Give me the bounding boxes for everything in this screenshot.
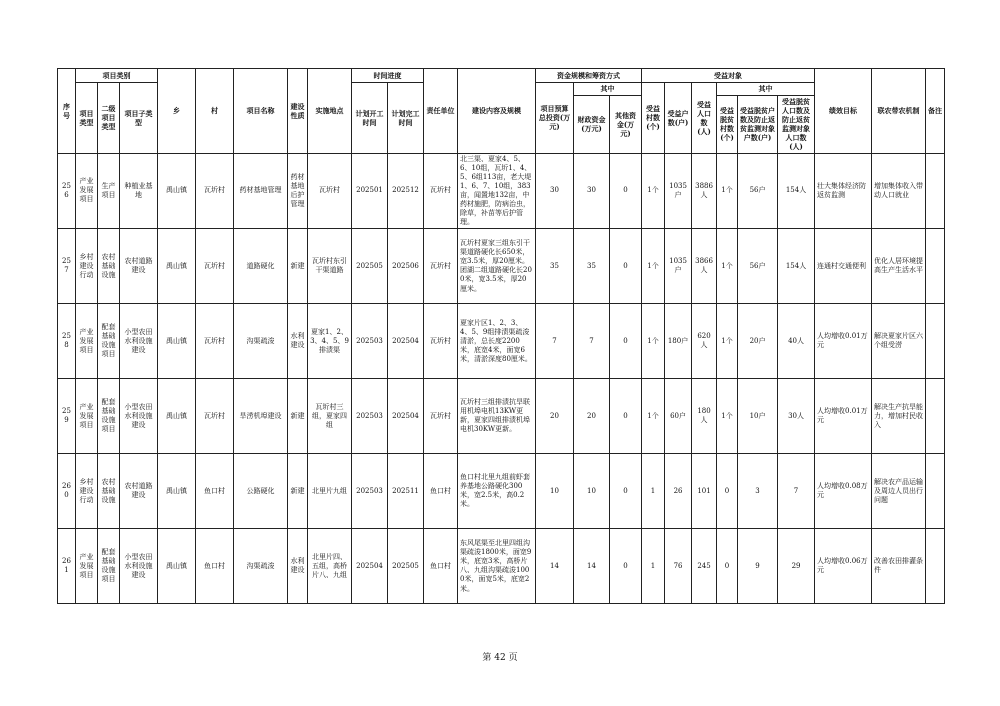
- cell-ben-households: 1035户: [665, 153, 692, 229]
- header-end: 计划完工时间: [388, 83, 424, 154]
- cell-other: 0: [610, 379, 642, 454]
- table-header: [58, 69, 945, 154]
- table-row: [58, 153, 945, 229]
- cell-ben-households: 76: [665, 529, 692, 604]
- cell-seq: 258: [58, 304, 76, 379]
- cell-name: 道路硬化: [234, 229, 288, 304]
- cell-name: 沟渠疏浚: [234, 529, 288, 604]
- table-row: [58, 529, 945, 604]
- header-group-schedule: 时间进度: [352, 69, 424, 83]
- cell-remark: [926, 229, 945, 304]
- cell-village: 瓦圻村: [196, 153, 234, 229]
- header-ben-villages: 受益村数(个): [642, 83, 665, 154]
- header-ben-people: 受益人口数(人): [692, 83, 717, 154]
- cell-name: 公路硬化: [234, 454, 288, 529]
- cell-mechanism: 增加集体收入带动人口就业: [872, 153, 926, 229]
- header-poor-villages: 受益脱贫村数(个): [717, 96, 738, 154]
- cell-ben-people: 245: [692, 529, 717, 604]
- cell-budget: 30: [536, 153, 574, 229]
- cell-name: 旱涝机埠建设: [234, 379, 288, 454]
- header-start: 计划开工时间: [352, 83, 388, 154]
- cell-subtype: 种植业基地: [120, 153, 158, 229]
- cell-poor-villages: 1个: [717, 304, 738, 379]
- cell-village: 鱼口村: [196, 529, 234, 604]
- cell-seq: 257: [58, 229, 76, 304]
- cell-budget: 7: [536, 304, 574, 379]
- cell-poor-households: 9: [738, 529, 778, 604]
- cell-end: 202505: [388, 529, 424, 604]
- cell-town: 禹山镇: [158, 379, 196, 454]
- cell-content: 瓦圻村夏家三组东引干渠道路硬化长650米，宽3.5米，厚20厘米。团湖二组道路硬化长200米，宽3.5米，厚20厘米。: [458, 229, 536, 304]
- cell-goal: 人均增收0.01万元: [815, 379, 872, 454]
- cell-end: 202512: [388, 153, 424, 229]
- cell-poor-people: 30人: [778, 379, 815, 454]
- cell-poor-people: 7: [778, 454, 815, 529]
- table-row: [58, 304, 945, 379]
- header-location: 实施地点: [308, 69, 352, 154]
- cell-ben-households: 1035户: [665, 229, 692, 304]
- cell-ben-people: 620人: [692, 304, 717, 379]
- cell-mechanism: 解决生产抗旱能力，增加村民收入: [872, 379, 926, 454]
- cell-remark: [926, 529, 945, 604]
- cell-ben-villages: 1个: [642, 304, 665, 379]
- cell-content: 东风尾渠至北里四组沟渠疏浚1800米，面宽9米，底宽3米，高桥片八、九组沟渠疏浚1000米，面宽5米，底宽2米。: [458, 529, 536, 604]
- cell-subtype: 小型农田水利设施建设: [120, 304, 158, 379]
- cell-unit: 瓦圻村: [424, 229, 458, 304]
- cell-town: 禹山镇: [158, 454, 196, 529]
- cell-mechanism: 解决夏家片区六个组受涝: [872, 304, 926, 379]
- cell-name: 药材基地管理: [234, 153, 288, 229]
- cell-type: 乡村建设行动: [76, 229, 98, 304]
- cell-level2: 配套基础设施项目: [98, 529, 120, 604]
- page-number: 第 42 页: [482, 653, 518, 663]
- header-town: 乡: [158, 69, 196, 154]
- header-beneficiary-sub: 其中: [717, 83, 815, 96]
- cell-other: 0: [610, 304, 642, 379]
- header-name: 项目名称: [234, 69, 288, 154]
- cell-fiscal: 20: [574, 379, 610, 454]
- header-poor-households: 受益脱贫户数及防止返贫监测对象户数(户): [738, 96, 778, 154]
- cell-unit: 瓦圻村: [424, 304, 458, 379]
- cell-fiscal: 10: [574, 454, 610, 529]
- cell-mechanism: 解决农产品运输及周边人员出行问题: [872, 454, 926, 529]
- cell-other: 0: [610, 529, 642, 604]
- cell-start: 202503: [352, 304, 388, 379]
- cell-ben-people: 101: [692, 454, 717, 529]
- cell-budget: 10: [536, 454, 574, 529]
- cell-other: 0: [610, 454, 642, 529]
- cell-level2: 配套基础设施项目: [98, 304, 120, 379]
- cell-ben-villages: 1个: [642, 153, 665, 229]
- cell-type: 产业发展项目: [76, 379, 98, 454]
- header-other: 其他资金(万元): [610, 96, 642, 154]
- cell-remark: [926, 304, 945, 379]
- cell-unit: 瓦圻村: [424, 153, 458, 229]
- cell-location: 北里片九组: [308, 454, 352, 529]
- cell-goal: 人均增收0.08万元: [815, 454, 872, 529]
- cell-remark: [926, 379, 945, 454]
- cell-end: 202504: [388, 304, 424, 379]
- cell-content: 夏家片区1、2、3、4、5、9组排渍渠疏浚清淤，总长度2200米，底宽4米，面宽6米，清淤深度80厘米。: [458, 304, 536, 379]
- cell-poor-households: 56户: [738, 229, 778, 304]
- cell-poor-households: 3: [738, 454, 778, 529]
- cell-location: 夏家1、2、3、4、5、9排渍渠: [308, 304, 352, 379]
- cell-unit: 瓦圻村: [424, 379, 458, 454]
- table-row: [58, 229, 945, 304]
- header-poor-people: 受益脱贫人口数及防止返贫监测对象人口数(人): [778, 96, 815, 154]
- cell-goal: 连通村交通便利: [815, 229, 872, 304]
- cell-mechanism: 改善农田排灌条件: [872, 529, 926, 604]
- cell-content: 鱼口村北里九组前虾套养基地公路硬化300米，宽2.5米，高0.2米。: [458, 454, 536, 529]
- header-nature: 建设性质: [288, 69, 308, 154]
- cell-village: 瓦圻村: [196, 229, 234, 304]
- header-group-funds: 资金规模和筹资方式: [536, 69, 642, 83]
- cell-ben-households: 26: [665, 454, 692, 529]
- cell-budget: 35: [536, 229, 574, 304]
- cell-level2: 配套基础设施项目: [98, 379, 120, 454]
- cell-nature: 新建: [288, 454, 308, 529]
- cell-type: 产业发展项目: [76, 304, 98, 379]
- cell-other: 0: [610, 229, 642, 304]
- header-village: 村: [196, 69, 234, 154]
- cell-poor-people: 154人: [778, 229, 815, 304]
- header-level2: 二级项目类型: [98, 83, 120, 154]
- cell-location: 瓦圻村: [308, 153, 352, 229]
- cell-type: 产业发展项目: [76, 529, 98, 604]
- cell-ben-people: 3866人: [692, 229, 717, 304]
- cell-poor-villages: 1个: [717, 153, 738, 229]
- cell-unit: 鱼口村: [424, 529, 458, 604]
- cell-poor-villages: 1个: [717, 229, 738, 304]
- cell-ben-households: 180户: [665, 304, 692, 379]
- cell-seq: 260: [58, 454, 76, 529]
- cell-town: 禹山镇: [158, 529, 196, 604]
- cell-ben-villages: 1: [642, 529, 665, 604]
- header-subtype: 项目子类型: [120, 83, 158, 154]
- project-table: [57, 68, 945, 604]
- cell-budget: 14: [536, 529, 574, 604]
- cell-start: 202504: [352, 529, 388, 604]
- cell-ben-villages: 1个: [642, 379, 665, 454]
- cell-remark: [926, 454, 945, 529]
- header-unit: 责任单位: [424, 69, 458, 154]
- header-fiscal: 财政资金(万元): [574, 96, 610, 154]
- cell-level2: 农村基础设施: [98, 454, 120, 529]
- header-budget: 项目预算总投资(万元): [536, 83, 574, 154]
- cell-fiscal: 35: [574, 229, 610, 304]
- cell-village: 瓦圻村: [196, 379, 234, 454]
- cell-village: 鱼口村: [196, 454, 234, 529]
- header-group-category: 项目类别: [76, 69, 158, 83]
- cell-unit: 鱼口村: [424, 454, 458, 529]
- table-row: [58, 379, 945, 454]
- cell-fiscal: 14: [574, 529, 610, 604]
- cell-poor-people: 154人: [778, 153, 815, 229]
- cell-goal: 人均增收0.01万元: [815, 304, 872, 379]
- cell-content: 瓦圻村三组排渍抗旱联用机埠电机13KW更新，夏家四组排渍机埠电机30KW更新。: [458, 379, 536, 454]
- header-content: 建设内容及规模: [458, 69, 536, 154]
- cell-nature: 新建: [288, 229, 308, 304]
- cell-goal: 壮大集体经济防返贫监测: [815, 153, 872, 229]
- cell-level2: 生产项目: [98, 153, 120, 229]
- cell-subtype: 小型农田水利设施建设: [120, 529, 158, 604]
- cell-ben-villages: 1个: [642, 229, 665, 304]
- cell-ben-people: 3886人: [692, 153, 717, 229]
- header-remark: 备注: [926, 69, 945, 154]
- cell-poor-villages: 0: [717, 529, 738, 604]
- cell-poor-households: 56户: [738, 153, 778, 229]
- cell-end: 202506: [388, 229, 424, 304]
- cell-town: 禹山镇: [158, 304, 196, 379]
- cell-subtype: 小型农田水利设施建设: [120, 379, 158, 454]
- cell-nature: 水利建设: [288, 304, 308, 379]
- cell-ben-villages: 1: [642, 454, 665, 529]
- cell-type: 乡村建设行动: [76, 454, 98, 529]
- header-funds-sub: 其中: [574, 83, 642, 96]
- cell-fiscal: 7: [574, 304, 610, 379]
- header-seq: 序号: [58, 69, 76, 154]
- cell-goal: 人均增收0.06万元: [815, 529, 872, 604]
- cell-mechanism: 优化人居环境提高生产生活水平: [872, 229, 926, 304]
- cell-end: 202504: [388, 379, 424, 454]
- cell-ben-people: 180人: [692, 379, 717, 454]
- cell-seq: 256: [58, 153, 76, 229]
- cell-nature: 新建: [288, 379, 308, 454]
- cell-village: 瓦圻村: [196, 304, 234, 379]
- cell-poor-households: 20户: [738, 304, 778, 379]
- cell-ben-households: 60户: [665, 379, 692, 454]
- cell-location: 瓦圻村三组，夏家四组: [308, 379, 352, 454]
- cell-start: 202503: [352, 379, 388, 454]
- table-body: [58, 153, 945, 604]
- cell-town: 禹山镇: [158, 229, 196, 304]
- header-goal: 绩效目标: [815, 69, 872, 154]
- cell-other: 0: [610, 153, 642, 229]
- cell-nature: 水利建设: [288, 529, 308, 604]
- cell-fiscal: 30: [574, 153, 610, 229]
- header-type: 项目类型: [76, 83, 98, 154]
- cell-nature: 药材基地后护管理: [288, 153, 308, 229]
- cell-start: 202501: [352, 153, 388, 229]
- cell-subtype: 农村道路建设: [120, 229, 158, 304]
- cell-location: 北里片四、五组，高桥片八、九组: [308, 529, 352, 604]
- cell-poor-villages: 1个: [717, 379, 738, 454]
- cell-poor-villages: 0: [717, 454, 738, 529]
- cell-type: 产业发展项目: [76, 153, 98, 229]
- cell-location: 瓦圻村东引干渠道路: [308, 229, 352, 304]
- cell-poor-people: 40人: [778, 304, 815, 379]
- header-mechanism: 联农带农机制: [872, 69, 926, 154]
- cell-poor-people: 29: [778, 529, 815, 604]
- cell-seq: 259: [58, 379, 76, 454]
- cell-start: 202503: [352, 454, 388, 529]
- cell-seq: 261: [58, 529, 76, 604]
- header-ben-households: 受益户数(户): [665, 83, 692, 154]
- cell-content: 北三渠、夏家4、5、6、10组，瓦圻1、4、5、6组113亩，老大堤1、6、7、10组，383亩，闻置地132亩，中药材施肥，防病治虫，除草，补苗等后护管理。: [458, 153, 536, 229]
- table-row: [58, 454, 945, 529]
- cell-end: 202511: [388, 454, 424, 529]
- cell-budget: 20: [536, 379, 574, 454]
- cell-poor-households: 10户: [738, 379, 778, 454]
- header-group-beneficiary: 受益对象: [642, 69, 815, 83]
- cell-remark: [926, 153, 945, 229]
- cell-name: 沟渠疏浚: [234, 304, 288, 379]
- cell-town: 禹山镇: [158, 153, 196, 229]
- cell-subtype: 农村道路建设: [120, 454, 158, 529]
- cell-start: 202505: [352, 229, 388, 304]
- cell-level2: 农村基础设施: [98, 229, 120, 304]
